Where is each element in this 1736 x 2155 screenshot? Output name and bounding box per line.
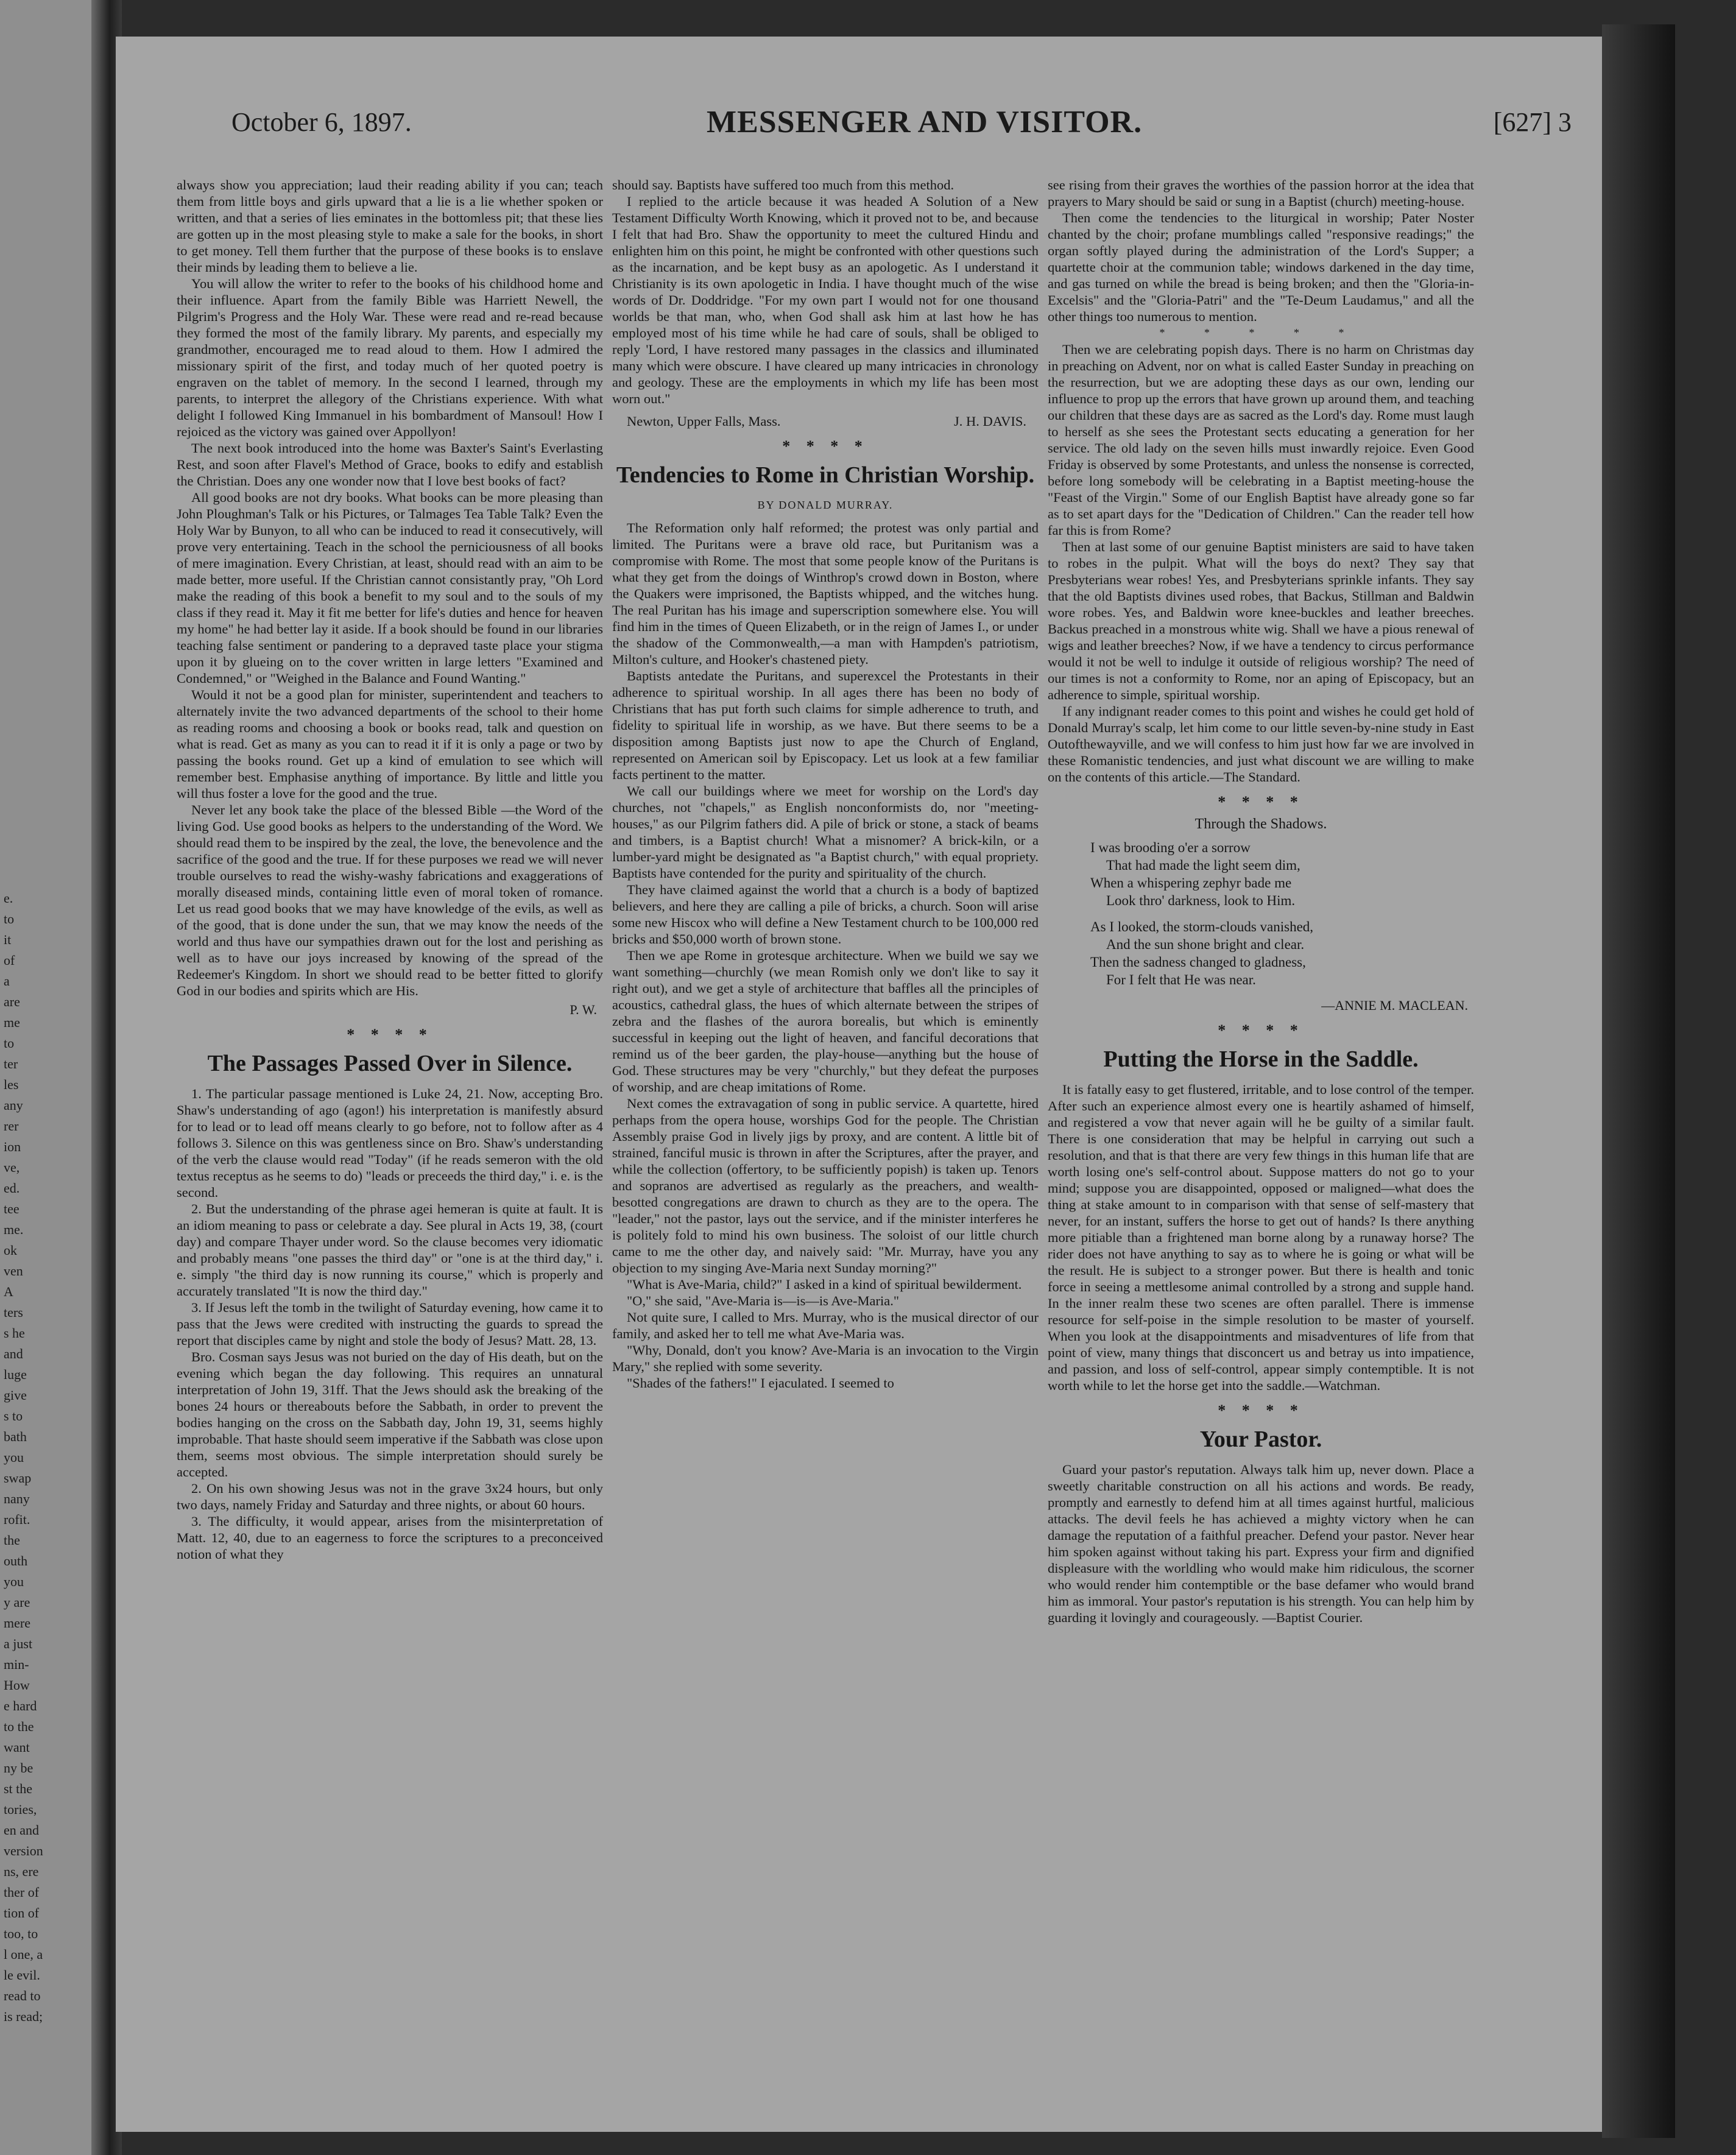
facing-page-text: e.: [4, 891, 13, 906]
paragraph: Not quite sure, I called to Mrs. Murray, who is the musical director of our family, and asked her to tell me what Ave-Maria was.: [612, 1310, 1039, 1341]
facing-page-text: l one, a: [4, 1947, 43, 1962]
paragraph: "Why, Donald, don't you know? Ave-Maria is an invocation to the Virgin Mary," she replied with some severity.: [612, 1342, 1039, 1374]
facing-page-text: ok: [4, 1243, 17, 1258]
poem-title: Through the Shadows.: [1194, 816, 1327, 832]
poem-line: Look thro' darkness, look to Him.: [1106, 893, 1296, 908]
paragraph: Baptists antedate the Puritans, and superexcel the Protestants in their adherence to spiritual worship. In all ages there has been no body of Christians that has put forth such claims for simple adherence to truth, and fidelity to spiritual life in worship, as we have. But there seems to be a disposition among Baptists just now to ape the Church of England, represented on American soil by Episcopacy. Let us look at a few familiar facts pertinent to the matter.: [612, 668, 1039, 782]
section-divider: * * * *: [1218, 1402, 1304, 1419]
paragraph: Then we ape Rome in grotesque architecture. When we build we say we want something—churchly (we mean Romish only we don't like to say it right out), and we get a style of architecture that baffles all the principles of acoustics, cathedral glass, the hues of which alternate between the stripes of zebra and the flashes of the aurora borealis, but which is eminently successful in keeping out the light of heaven, and fanciful decorations that remind us of the beer garden, the play-house—anything but the house of God. These structures may be very "churchly," but they defeat the purposes of worship, and are cheap imitations of Rome.: [612, 948, 1039, 1095]
paragraph: always show you appreciation; laud their reading ability if you can; teach them from little boys and girls upward that a lie is a lie whether spoken or written, and that a series of lies eminates in the bottomless pit; that these lies are gotten up in the most pleasing style to make a sale for the books, in short to get money. Tell them further that the purpose of these books is to enslave their minds by leading them to believe a lie.: [177, 177, 603, 275]
facing-page-text: of: [4, 953, 15, 968]
poem-line: For I felt that He was near.: [1106, 972, 1256, 987]
facing-page-text: mere: [4, 1615, 30, 1631]
paragraph: Bro. Cosman says Jesus was not buried on the day of His death, but on the evening which began the day following. This requires an unnatural interpretation of John 19, 31ff. That the Jews should ask the breaking of the bones 24 hours or thereabouts before the Sabbath, in order to prevent the bodies hanging on the cross on the Sabbath day, John 19, 31, seems highly improbable. That haste should seem imperative if the Sabbath was close upon them, seems most obvious. The simple interpretation should surely be accepted.: [177, 1349, 603, 1480]
paragraph: should say. Baptists have suffered too much from this method.: [612, 177, 954, 192]
paragraph: "What is Ave-Maria, child?" I asked in a kind of spiritual bewilderment.: [627, 1277, 1022, 1292]
facing-page-text: a just: [4, 1636, 33, 1651]
paragraph: see rising from their graves the worthies of the passion horror at the idea that prayers to Mary should be said or sung in a Baptist (church) meeting-house.: [1048, 177, 1474, 209]
paragraph: Would it not be a good plan for minister, superintendent and teachers to alternately invite the two advanced departments of the school to their home as reading rooms and choosing a book or books read, talk and question on what is read. Get as many as you can to read it if it is only a page or two by passing the books round. Get up a kind of emulation to see which will remember best. Emphasise anything of importance. By little and little you will thus foster a love for the good and the true.: [177, 687, 603, 801]
paragraph: All good books are not dry books. What books can be more pleasing than John Ploughman's Talk or his Pictures, or Talmages Tea Table Talk? Even the Holy War by Bunyon, to all who can be induced to read it consecutively, will prove very entertaining. Teach in the school the perniciousness of all books of mere imagination. Every Christian, at least, should read with an aim to be made better, more useful. If the Christian cannot consistantly pray, "Oh Lord make the reading of this book a benefit to my soul and to the souls of my class if they read it. May it fit me better for life's duties and hence for heaven my home" he had better lay it aside. If a book should be found in our libraries teaching false sentiment or pandering to a depraved taste place your stigma upon it by glueing on to the cover written in large letters "Examined and Condemned," or "Weighed in the Balance and Found Wanting.": [177, 490, 603, 686]
facing-page-text: tories,: [4, 1802, 37, 1817]
facing-page-text: me.: [4, 1222, 24, 1237]
page-number: [627] 3: [1493, 107, 1572, 137]
paragraph: 3. If Jesus left the tomb in the twilight of Saturday evening, how came it to pass that the Jews were credited with instructing the guards to spread the report that disciples came by night and stole the body of Jesus? Matt. 28, 13.: [177, 1300, 603, 1348]
facing-page-text: is read;: [4, 2009, 43, 2024]
column-3: [1048, 177, 1474, 1626]
facing-page-text: are: [4, 994, 20, 1009]
paragraph: It is fatally easy to get flustered, irritable, and to lose control of the temper. After such an experience almost every one is heartily ashamed of himself, and registered a vow that never again will he be guilty of a similar fault. There is one consideration that may be helpful in carrying out such a resolution, and that is that there are very few things in this human life that are worth losing one's self-control about. Suppose matters do not go to your mind; suppose you are disappointed, opposed or maligned—what does the thing at stake amount to in comparison with that sense of self-mastery that never, for an instant, suffers the horse to get out of hands? Is there anything more pitiable than a frightened man borne along by a runaway horse? The rider does not have anything to say as to where he is going or what will be the result. He is subject to a stronger power. But there is health and tonic force in seeing a mettlesome animal controlled by a strong and supple hand. In the inner realm these two scenes are often parallel. There is immense resource for self-poise in the simple resolution to be master of yourself. When you look at the disappointments and misadventures of life from that point of view, many things that disconcert us and betray us into impatience, and passion, and loss of self-control, appear simply contemptible. It is not worth while to let the horse get into the saddle.—Watchman.: [1048, 1082, 1474, 1393]
section-divider: * * * *: [782, 437, 869, 455]
facing-page-text: rer: [4, 1118, 19, 1134]
facing-page-text: nany: [4, 1491, 30, 1506]
paragraph: The Reformation only half reformed; the protest was only partial and limited. The Puritans were a brave old race, but Puritanism was a compromise with Rome. The most that some people know of the Puritans is what they get from the doings of Winthrop's crowd down in Boston, where the Quakers were imprisoned, the Baptists whipped, and the witches hung. The real Puritan has his image and superscription somewhere else. You will find him in the times of Queen Elizabeth, or in the reign of James I., or under the shadow of the Commonwealth,—a man with Hampden's patriotism, Milton's culture, and Hooker's chastened piety.: [612, 520, 1039, 667]
facing-page-text: a: [4, 973, 10, 989]
poem-line: And the sun shone bright and clear.: [1106, 937, 1305, 952]
paragraph: 3. The difficulty, it would appear, arises from the misinterpretation of Matt. 12, 40, due to an eagerness to force the scriptures to a preconceived notion of what they: [177, 1514, 603, 1562]
column-2: [612, 177, 1039, 1391]
article-headline: Tendencies to Rome in Christian Worship.: [616, 462, 1035, 488]
section-divider: * * * *: [1218, 793, 1304, 811]
paragraph: Next comes the extravagation of song in public service. A quartette, hired perhaps from the opera house, worships God for the people. The Christian Assembly praise God in lively jigs by proxy, and are content. A little bit of strained, fanciful music is thrown in after the Scriptures, after the prayer, and while the collection (offertory, to be sufficiently popish) is taken up. Tenors and sopranos are advertised as regularly as the preachers, and wealth-besotted congregations are drawn to church as they are to the opera. The "leader," not the pastor, lays out the service, and if the minister interferes he is politely fold to mind his own business. The soloist of our little church came to me the other day, and naively said: "Mr. Murray, have you any objection to my singing Ave-Maria next Sunday morning?": [612, 1096, 1039, 1275]
poem-line: When a whispering zephyr bade me: [1090, 875, 1292, 891]
facing-page-text: read to: [4, 1988, 41, 2003]
paragraph: Guard your pastor's reputation. Always talk him up, never down. Place a sweetly charitable construction on all his actions and words. Be ready, promptly and earnestly to defend him at all times against hurtful, malicious attacks. The devil feels he has achieved a mighty victory when he can damage the reputation of a faithful preacher. Defend your pastor. Never hear him spoken against without taking his part. Express your firm and dignified displeasure with the worldling who would make him ridiculous, the scorner who would render him contemptible or the base defamer who would brand him as immoral. Your pastor's reputation is his strength. You can help him by guarding it lovingly and courageously. —Baptist Courier.: [1048, 1462, 1474, 1625]
paragraph: We call our buildings where we meet for worship on the Lord's day churches, not "chapels," as English nonconformists do, nor "meeting-houses," as our Pilgrim fathers did. A pile of brick or stone, a stack of beams and timbers, is a Baptist church! What a misnomer? A brick-kiln, or a lumber-yard might be designated as "a Baptist church," with equal propriety. Baptists have contended for the purity and spirituality of the church.: [612, 783, 1039, 881]
poem-line: That had made the light seem dim,: [1106, 858, 1300, 873]
paragraph: 2. On his own showing Jesus was not in the grave 3x24 hours, but only two days, namely Friday and Saturday and three nights, or about 60 hours.: [177, 1481, 603, 1512]
facing-page-text: les: [4, 1077, 19, 1092]
facing-page-text: ns, ere: [4, 1864, 39, 1879]
facing-page-text: e hard: [4, 1698, 37, 1713]
facing-page-text: ion: [4, 1139, 21, 1154]
article-headline: Your Pastor.: [1199, 1427, 1322, 1452]
poem: [1090, 839, 1474, 989]
facing-page-text: y are: [4, 1595, 30, 1610]
facing-page-text: version: [4, 1843, 43, 1858]
facing-page-text: ters: [4, 1305, 23, 1320]
facing-page-text: s to: [4, 1408, 23, 1423]
paragraph: They have claimed against the world that a church is a body of baptized believers, and here they are calling a pile of bricks, a church. Soon will arise some new Hiscox who will define a New Testament church to be 100,000 red bricks and $50,000 worth of brown stone.: [612, 882, 1039, 947]
issue-date: October 6, 1897.: [231, 107, 412, 137]
page-edge: [1602, 24, 1675, 2138]
facing-page-text: ter: [4, 1056, 18, 1071]
facing-page-text: to the: [4, 1719, 34, 1734]
facing-page-text: and: [4, 1346, 23, 1361]
paper-title: MESSENGER AND VISITOR.: [707, 105, 1143, 139]
facing-page-text: give: [4, 1388, 27, 1403]
facing-page-text: me: [4, 1015, 20, 1030]
byline: BY DONALD MURRAY.: [757, 499, 894, 511]
facing-page-text: st the: [4, 1781, 33, 1796]
facing-page-text: le evil.: [4, 1967, 40, 1983]
facing-page-text: ed.: [4, 1180, 20, 1196]
facing-page-fragment: [0, 0, 104, 2155]
dateline: [612, 413, 1039, 429]
facing-page-text: ny be: [4, 1760, 34, 1776]
facing-page-text: too, to: [4, 1926, 38, 1941]
facing-page-text: A: [4, 1284, 13, 1299]
facing-page-text: any: [4, 1098, 23, 1113]
paragraph: Then come the tendencies to the liturgical in worship; Pater Noster chanted by the choir; profane mumblings called "responsive readings;" the organ softly played during the administration of the Lord's Supper; a quartette choir at the communion table; windows darkened in the day time, and gas turned on while the bread is being broken; and then the "Gloria-in-Excelsis" and the "Gloria-Patri" and the "Te-Deum Laudamus," and all the other things too numerous to mention.: [1048, 210, 1474, 324]
paragraph: "O," she said, "Ave-Maria is—is—is Ave-Maria.": [627, 1293, 900, 1308]
facing-page-text: the: [4, 1532, 20, 1548]
paragraph: "Shades of the fathers!" I ejaculated. I seemed to: [627, 1375, 894, 1391]
paragraph: Then at last some of our genuine Baptist ministers are said to have taken to robes in the pulpit. What will the boys do next? They say that Presbyterians wear robes! Yes, and Presbyterians sprinkle infants. They say that the old Baptists divines used robes, that Backus, Stillman and Baldwin wore robes. Yes, and Baldwin wore knee-buckles and leather breeches. Backus preached in a monstrous white wig. Shall we have a pious renewal of wigs and leather breeches? Now, if we have a tendency to circus performance would it not be well to indulge it outside of religious worship? The need of our times is not a conformity to Rome, nor an aping of Episcopacy, but an adherence to simple, spiritual worship.: [1048, 539, 1474, 702]
place-name: Newton, Upper Falls, Mass.: [627, 414, 781, 429]
facing-page-text: tion of: [4, 1905, 40, 1920]
paragraph: Never let any book take the place of the blessed Bible —the Word of the living God. Use good books as helpers to the understanding of the Word. We should read them to be inspired by the zeal, the love, the benevolence and the sacrifice of the good and the true. If for these purposes we read we will never trouble ourselves to read the wishy-washy fabrications and exaggerations of morally diseased minds, containing little even of moral token of romance. Let us read good books that we may have knowledge of the evils, as well as of the good, that is done under the sun, that we may know the needs of the world and thus have our sympathies drawn out for the lost and perishing as well as to have our joys increased by knowing of the spread of the Redeemer's Kingdom. In short we should read to be better fitted to glorify God in our bodies and spirits which are His.: [177, 802, 603, 998]
newspaper-page: [116, 37, 1602, 2132]
facing-page-text: to: [4, 1035, 15, 1051]
facing-page-text: luge: [4, 1367, 27, 1382]
paragraph: I replied to the article because it was headed A Solution of a New Testament Difficulty Worth Knowing, which it proved not to be, and because I felt that had Bro. Shaw the opportunity to meet the cultured Hindu and enlighten him on this point, he might be confronted with other questions such as the incarnation, and be kept busy as an apologetic. As I understand it Christianity is its own apologetic in India. I have thought much of the wise words of Dr. Doddridge. "For my own part I would not for one thousand worlds be that man, who, when God shall ask him at last how he has employed most of his time while he had care of souls, shall be obliged to reply 'Lord, I have restored many passages in the classics and illuminated many which were obscure. I have cleared up many intricacies in chronology and geology. These are the employments in which my life has been most worn out.": [612, 194, 1039, 406]
facing-page-text: How: [4, 1677, 30, 1693]
paragraph: 2. But the understanding of the phrase agei hemeran is quite at fault. It is an idiom meaning to pass or celebrate a day. See plural in Acts 19, 38, (court day) and compare Thayer under word. So the clause becomes very idiomatic and probably means "one passes the third day" or "one is at the third day," i. e. simply "the third day is now running its course," which is properly and accurately translated "It is now the third day.": [177, 1201, 603, 1299]
facing-page-text: ther of: [4, 1885, 40, 1900]
masthead: [183, 94, 1584, 137]
facing-page-text: en and: [4, 1822, 40, 1838]
poem-line: Then the sadness changed to gladness,: [1090, 954, 1306, 970]
poem-author: —ANNIE M. MACLEAN.: [1321, 998, 1468, 1013]
paragraph: Then we are celebrating popish days. There is no harm on Christmas day in preaching on Advent, nor on what is called Easter Sunday in preaching on the resurrection, but we are adopting these days as our own, lending our influence to prop up the errors that have grown up around them, and teaching our children that these days are as sacred as the Lord's day. Rome must laugh to herself as she sees the Protestant sects educating a generation for her service. The old lady on the seven hills must inwardly rejoice. Even Good Friday is observed by some Protestants, and unless the nonsense is corrected, before long somebody will be celebrating in a Baptist meeting-house the "Feast of the Virgin." Some of our English Baptist have already gone so far as to set apart days for the "Dedication of Children." Can the reader tell how far this is from Rome?: [1048, 342, 1474, 538]
facing-page-text: swap: [4, 1470, 32, 1486]
facing-page-text: rofit.: [4, 1512, 30, 1527]
section-divider: * * * * *: [1159, 326, 1363, 339]
column-1: [177, 177, 603, 1562]
facing-page-text: ve,: [4, 1160, 20, 1175]
signature: J. H. DAVIS.: [954, 414, 1026, 429]
facing-page-text: you: [4, 1450, 24, 1465]
facing-page-text: you: [4, 1574, 24, 1589]
poem-line: I was brooding o'er a sorrow: [1090, 840, 1251, 855]
paragraph: If any indignant reader comes to this point and wishes he could get hold of Donald Murray's scalp, let him come to our little seven-by-nine study in East Outofthewayville, and we will confess to him just how far we are involved in these Romanistic tendencies, and just what discount we are willing to make on the contents of this article.—The Standard.: [1048, 704, 1474, 785]
facing-page-text: s he: [4, 1325, 25, 1341]
facing-page-text: to: [4, 911, 15, 926]
facing-page-text: want: [4, 1740, 30, 1755]
facing-page-text: min-: [4, 1657, 29, 1672]
paragraph: 1. The particular passage mentioned is Luke 24, 21. Now, accepting Bro. Shaw's understanding of ago (agon!) his interpretation is manifestly absurd for to lead or to lead off means clearly to go before, not to follow after as 4 follows 3. Silence on this was gentleness since on Bro. Shaw's understanding of the verb the clause would read "Today" (if he reads semeron with the old textus receptus as he seems to do) "leads or preceeds the third day," i. e. is the second.: [177, 1086, 603, 1200]
facing-page-text: bath: [4, 1429, 27, 1444]
section-divider: * * * *: [1218, 1021, 1304, 1039]
article-headline: The Passages Passed Over in Silence.: [207, 1051, 573, 1076]
article-headline: Putting the Horse in the Saddle.: [1103, 1046, 1419, 1072]
paragraph: The next book introduced into the home was Baxter's Saint's Everlasting Rest, and soon after Flavel's Method of Grace, books to edify and establish the Christian. Does any one wonder now that I love best books of fact?: [177, 440, 603, 488]
facing-page-text: outh: [4, 1553, 28, 1568]
signature: P. W.: [570, 1002, 597, 1017]
paragraph: You will allow the writer to refer to the books of his childhood home and their influence. Apart from the family Bible was Harriett Newell, the Pilgrim's Progress and the Holy War. These were read and re-read because they formed the most of the family library. My parents, and especially my grandmother, encouraged me to read aloud to them. How I admired the missionary spirit of the first, and today much of her quoted poetry is engraven on the tablet of memory. In the second I learned, through my parents, to interpret the allegory of the Christians experience. With what delight I followed King Immanuel in his bombardment of Mansoul! How I rejoiced as the victory was gained over Appollyon!: [177, 276, 603, 439]
facing-page-text: ven: [4, 1263, 23, 1279]
facing-page-text: tee: [4, 1201, 19, 1216]
facing-page-text: it: [4, 932, 12, 947]
section-divider: * * * *: [347, 1026, 433, 1043]
poem-line: As I looked, the storm-clouds vanished,: [1090, 919, 1314, 934]
